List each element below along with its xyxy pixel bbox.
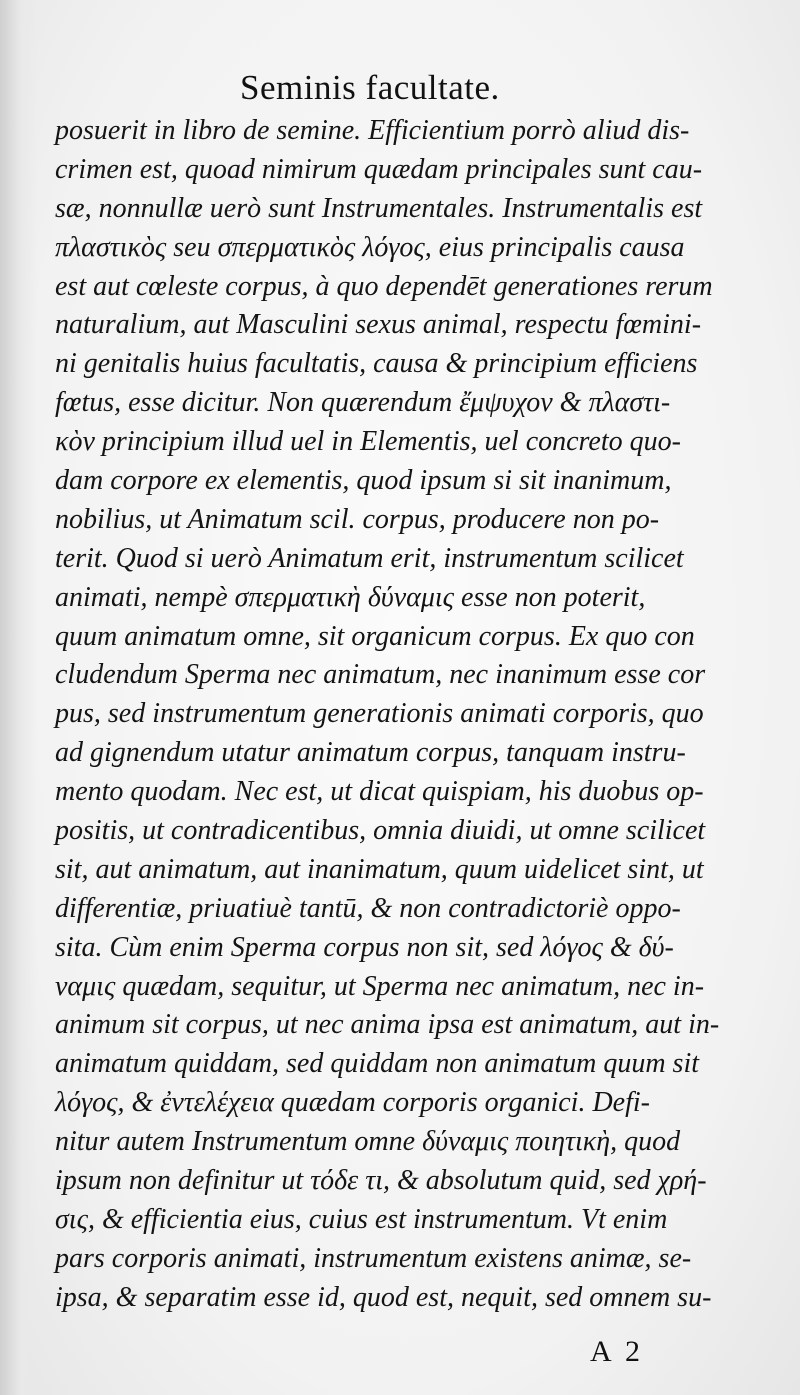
text-line: sita. Cùm enim Sperma corpus non sit, sed λόγος & δύ- [55,931,674,963]
running-header: Seminis facultate. [240,68,500,107]
text-line: differentiæ, priuatiuè tantū, & non contradictoriè oppo- [55,892,681,924]
text-line: ipsum non definitur ut τόδε τι, & absolutum quid, sed χρή- [55,1165,707,1197]
text-line: nitur autem Instrumentum omne δύναμις ποιητικὴ, quod [55,1126,681,1158]
text-line: cludendum Sperma nec animatum, nec inanimum esse cor [55,659,706,691]
text-line: ad gignendum utatur animatum corpus, tanquam instru- [55,737,686,769]
text-line: πλαστικὸς seu σπερματικὸς λόγος, eius principalis causa [55,231,685,263]
spine-shadow [0,0,38,1395]
text-line: naturalium, aut Masculini sexus animal, respectu fœmini- [55,309,702,341]
signature-mark: A 2 [590,1335,641,1368]
text-line: quum animatum omne, sit organicum corpus. Ex quo con [55,620,695,652]
text-line: posuerit in libro de semine. Efficientium porrò aliud dis- [55,115,690,146]
text-line: fœtus, esse dicitur. Non quærendum ἔμψυχον & πλαστι- [55,387,671,419]
text-line: animatum quiddam, sed quiddam non animatum quum sit [55,1048,699,1080]
text-line: dam corpore ex elementis, quod ipsum si sit inanimum, [55,465,672,497]
text-line: λόγος, & ἐντελέχεια quædam corporis organici. Defi- [55,1087,650,1119]
text-line: σις, & efficientia eius, cuius est instrumentum. Vt enim [55,1203,668,1235]
text-line: est aut cœleste corpus, à quo dependēt generationes rerum [55,270,713,302]
text-line: ναμις quædam, sequitur, ut Sperma nec animatum, nec in- [55,970,705,1002]
text-line: pus, sed instrumentum generationis animati corporis, quo [55,698,704,730]
text-line: animati, nempè σπερματικὴ δύναμις esse non poterit, [55,581,646,613]
text-line: sæ, nonnullæ uerò sunt Instrumentales. Instrumentalis est [55,192,703,224]
body-text [55,112,775,1318]
text-line: ipsa, & separatim esse id, quod est, nequit, sed omnem su- [55,1281,712,1313]
text-line: positis, ut contradicentibus, omnia diuidi, ut omne scilicet [55,815,706,847]
text-line: pars corporis animati, instrumentum existens animæ, se- [55,1242,692,1274]
text-line: mento quodam. Nec est, ut dicat quispiam, his duobus op- [55,776,704,808]
text-line: animum sit corpus, ut nec anima ipsa est animatum, aut in- [55,1009,720,1041]
text-line: κὸν principium illud uel in Elementis, uel concreto quo- [55,426,681,458]
text-line: terit. Quod si uerò Animatum erit, instrumentum scilicet [55,542,684,574]
text-line: ni genitalis huius facultatis, causa & principium efficiens [55,348,698,380]
text-line: nobilius, ut Animatum scil. corpus, producere non po- [55,503,660,535]
text-line: sit, aut animatum, aut inanimatum, quum uidelicet sint, ut [55,853,704,885]
text-line: crimen est, quoad nimirum quædam principales sunt cau- [55,153,703,185]
